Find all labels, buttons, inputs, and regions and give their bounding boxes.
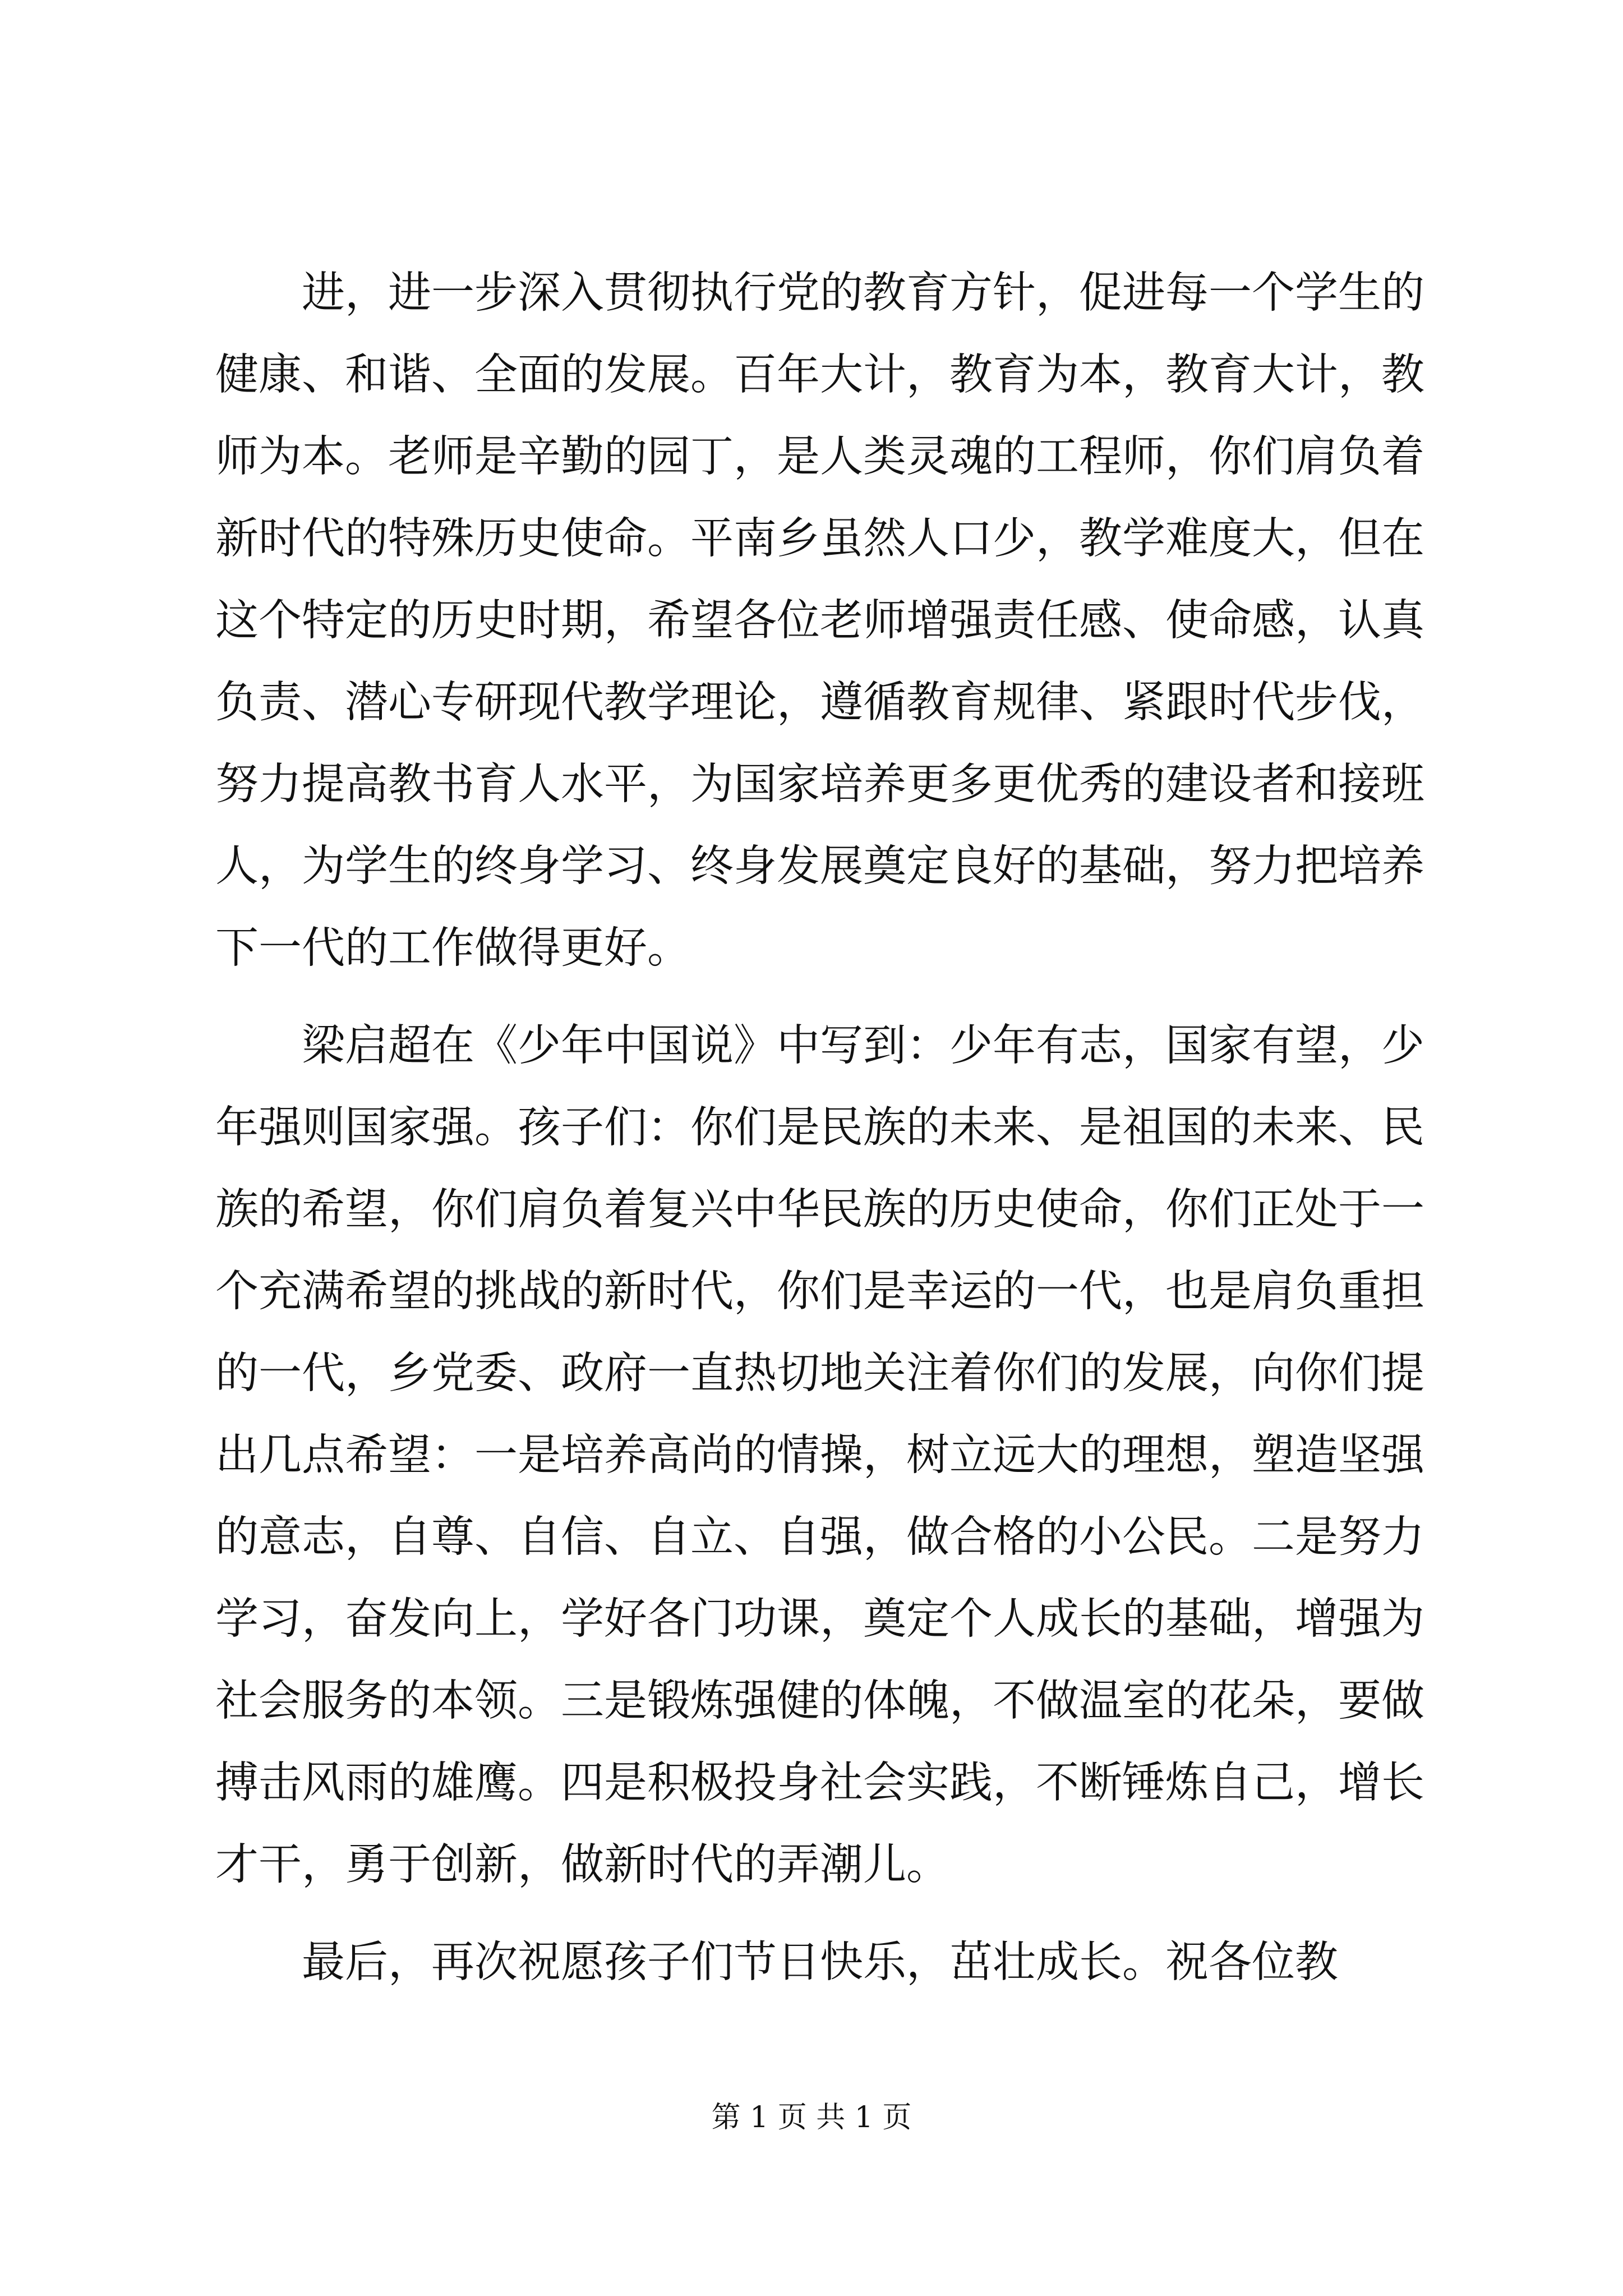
text-line: 师 为 本 。 老 师 是 辛 勤 的 园 丁 ， 是 人 类 灵 魂 的 工 程 师 ， 你 们 肩 负 着: [215, 432, 1424, 482]
text-line: 个 充 满 希 望 的 挑 战 的 新 时 代 ， 你 们 是 幸 运 的 一 代 ， 也 是 肩 负 重 担: [215, 1267, 1424, 1317]
text-line: 新 时 代 的 特 殊 历 史 使 命 。 平 南 乡 虽 然 人 口 少 ， 教 学 难 度 大 ， 但 在: [215, 514, 1424, 564]
text-line: 学 习 ， 奋 发 向 上 ， 学 好 各 门 功 课 ， 奠 定 个 人 成 长 的 基 础 ， 增 强 为: [215, 1594, 1424, 1644]
paragraph: [215, 1922, 1410, 2004]
text-line: 才干，勇于创新，做新时代的弄潮儿。: [215, 1840, 949, 1890]
text-line: 下一代的工作做得更好。: [215, 923, 690, 973]
text-line: 努 力 提 高 教 书 育 人 水 平 ， 为 国 家 培 养 更 多 更 优 秀 的 建 设 者 和 接 班: [215, 760, 1424, 809]
text-line: 搏 击 风 雨 的 雄 鹰 。 四 是 积 极 投 身 社 会 实 践 ， 不 断 锤 炼 自 己 ， 增 长: [215, 1758, 1424, 1808]
text-line: 进 ， 进 一 步 深 入 贯 彻 执 行 党 的 教 育 方 针 ， 促 进 每 一 个 学 生 的: [302, 268, 1424, 318]
text-line: 负 责 、 潜 心 专 研 现 代 教 学 理 论 ， 遵 循 教 育 规 律 、 紧 跟 时 代 步 伐 ，: [215, 678, 1424, 728]
text-line: 这 个 特 定 的 历 史 时 期 ， 希 望 各 位 老 师 增 强 责 任 感 、 使 命 感 ， 认 真: [215, 596, 1424, 646]
text-line: 年 强 则 国 家 强 。 孩 子 们 ： 你 们 是 民 族 的 未 来 、 是 祖 国 的 未 来 、 民: [215, 1103, 1424, 1153]
text-line: 人 ， 为 学 生 的 终 身 学 习 、 终 身 发 展 奠 定 良 好 的 基 础 ， 努 力 把 培 养: [215, 841, 1424, 891]
text-line: 出 几 点 希 望 ： 一 是 培 养 高 尚 的 情 操 ， 树 立 远 大 的 理 想 ， 塑 造 坚 强: [215, 1430, 1424, 1480]
text-line: 的 一 代 ， 乡 党 委 、 政 府 一 直 热 切 地 关 注 着 你 们 的 发 展 ， 向 你 们 提: [215, 1349, 1424, 1398]
page-footer: 第 1 页 共 1 页: [711, 2101, 912, 2134]
paragraph: [215, 252, 1424, 990]
document-body: [215, 252, 1424, 2004]
text-line: 族 的 希 望 ， 你 们 肩 负 着 复 兴 中 华 民 族 的 历 史 使 命 ， 你 们 正 处 于 一: [215, 1185, 1424, 1235]
text-line: 社 会 服 务 的 本 领 。 三 是 锻 炼 强 健 的 体 魄 ， 不 做 温 室 的 花 朵 ， 要 做: [215, 1676, 1424, 1726]
text-line: 最后，再次祝愿孩子们节日快乐，茁壮成长。祝各位教: [302, 1938, 1338, 1987]
text-line: 的 意 志 ， 自 尊 、 自 信 、 自 立 、 自 强 ， 做 合 格 的 小 公 民 。 二 是 努 力: [215, 1512, 1424, 1562]
paragraph-gap: [215, 1906, 1410, 1922]
text-line: 健 康 、 和 谐 、 全 面 的 发 展 。 百 年 大 计 ， 教 育 为 本 ， 教 育 大 计 ， 教: [215, 350, 1424, 400]
text-line: 梁 启 超 在 《 少 年 中 国 说 》 中 写 到 ： 少 年 有 志 ， 国 家 有 望 ， 少: [302, 1021, 1424, 1071]
paragraph: [215, 1005, 1424, 1906]
paragraph-gap: [215, 990, 1410, 1005]
